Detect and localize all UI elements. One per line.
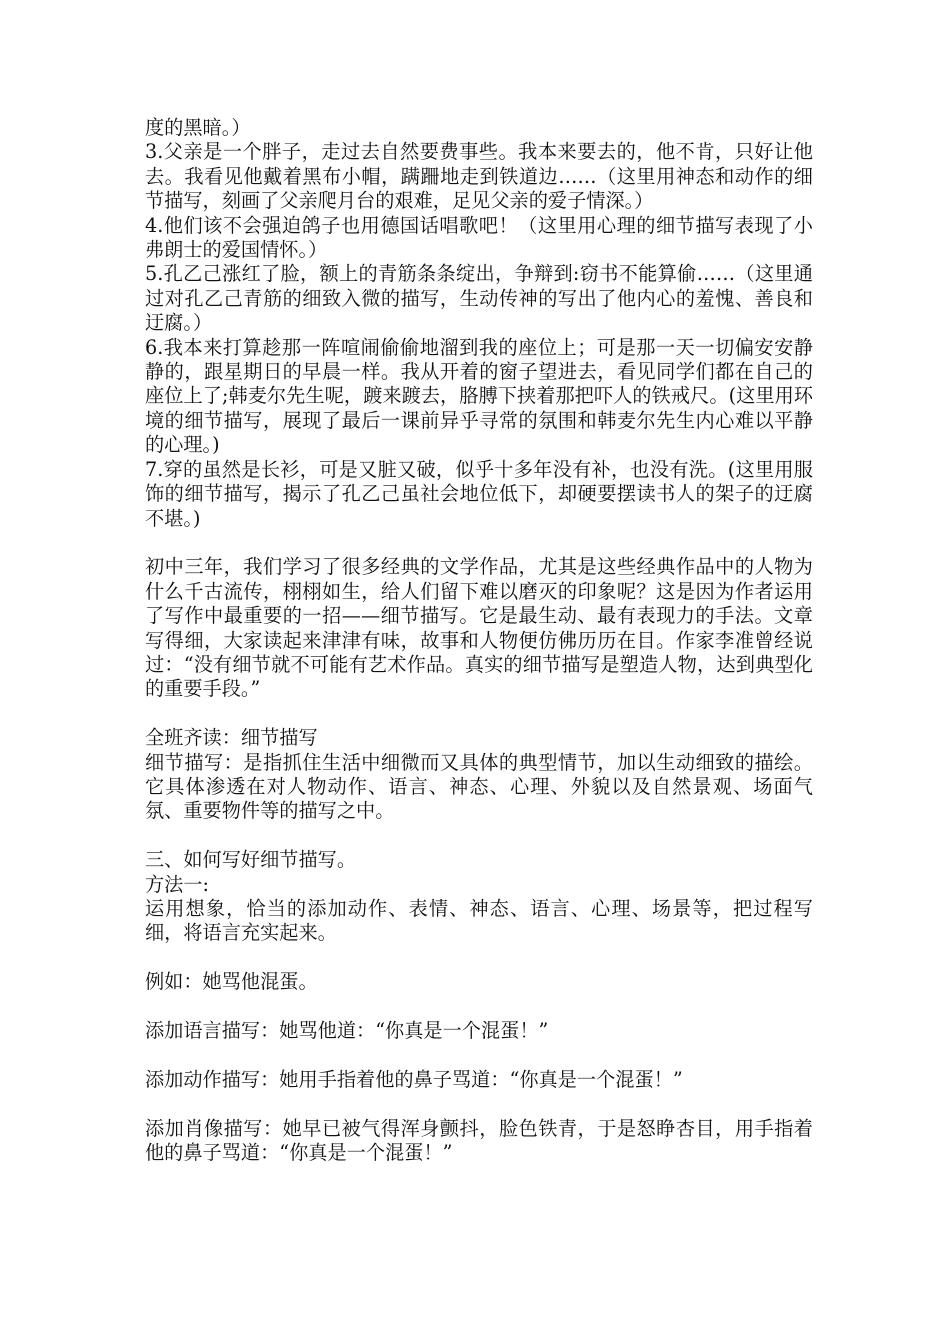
blank-line [145,702,813,726]
blank-line [145,824,813,848]
document-page [145,116,813,1165]
paragraph-2: 3.父亲是一个胖子，走过去自然要费事些。我本来要去的，他不肯，只好让他去。我看见他戴着黑布小帽，蹒跚地走到铁道边……（这里用神态和动作的细节描写，刻画了父亲爬月台的艰难，足见父亲的爱子情深。） [145,140,813,213]
paragraph-3: 4.他们该不会强迫鸽子也用德国话唱歌吧！（这里用心理的细节描写表现了小弗朗士的爱国情怀。） [145,213,813,262]
paragraph-1: 度的黑暗。） [145,116,251,139]
paragraph-4: 5.孔乙己涨红了脸，额上的青筋条条绽出，争辩到:窃书不能算偷……（这里通过对孔乙己青筋的细致入微的描写，生动传神的写出了他内心的羞愧、善良和迂腐。） [145,262,813,335]
method-description: 运用想象，恰当的添加动作、表情、神态、语言、心理、场景等，把过程写细，将语言充实起来。 [145,896,813,945]
paragraph-definition: 细节描写：是指抓住生活中细微而又具体的典型情节，加以生动细致的描绘。它具体渗透在对人物动作、语言、神态、心理、外貌以及自然景观、场面气氛、重要物件等的描写之中。 [145,750,813,823]
blank-line [145,1043,813,1067]
blank-line [145,995,813,1019]
example-language: 添加语言描写：她骂他道：“你真是一个混蛋！” [145,1018,549,1042]
paragraph-class-reading: 全班齐读：细节描写 [145,726,318,750]
paragraph-5: 6.我本来打算趁那一阵喧闹偷偷地溜到我的座位上；可是那一天一切偏安安静静的，跟星期日的早晨一样。我从开着的窗子望进去，看见同学们都在自己的座位上了;韩麦尔先生呢，踱来踱去，胳膊下挟着那把吓人的铁戒尺。(这里用环境的细节描写，展现了最后一课前异乎寻常的氛围和韩麦尔先生内心难以平静的心理。) [145,335,813,457]
method-label: 方法一: [145,872,210,896]
example-action: 添加动作描写：她用手指着他的鼻子骂道：“你真是一个混蛋！” [145,1067,683,1091]
example-line: 例如：她骂他混蛋。 [145,970,318,994]
blank-line [145,946,813,970]
paragraph-6: 7.穿的虽然是长衫，可是又脏又破，似乎十多年没有补，也没有洗。(这里用服饰的细节描写，揭示了孔乙己虽社会地位低下，却硬要摆读书人的架子的迂腐不堪。) [145,457,813,530]
blank-line [145,531,813,555]
section-heading: 三、如何写好细节描写。 [145,848,357,872]
blank-line [145,1092,813,1116]
paragraph-intro: 初中三年，我们学习了很多经典的文学作品，尤其是这些经典作品中的人物为什么千古流传，栩栩如生，给人们留下难以磨灭的印象呢？这是因为作者运用了写作中最重要的一招——细节描写。它是最生动、最有表现力的手法。文章写得细，大家读起来津津有味，故事和人物便仿佛历历在目。作家李准曾经说过：“没有细节就不可能有艺术作品。真实的细节描写是塑造人物，达到典型化的重要手段。” [145,555,813,701]
example-portrait: 添加肖像描写：她早已被气得浑身颤抖，脸色铁青，于是怒睁杏目，用手指着他的鼻子骂道：“你真是一个混蛋！” [145,1116,813,1164]
